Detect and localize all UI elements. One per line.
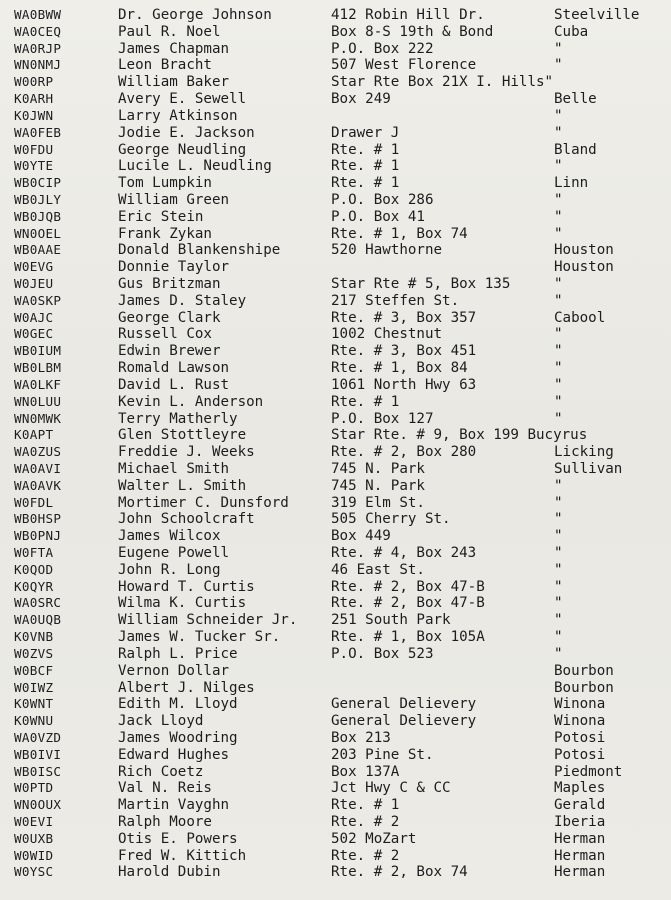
member-name: Donnie Taylor: [118, 259, 230, 276]
town-name: Bourbon: [554, 679, 614, 696]
town-name: Maples: [554, 780, 606, 797]
town-name: ": [554, 292, 563, 309]
street-address: Rte. # 4, Box 243: [331, 545, 477, 561]
street-address: P.O. Box 127: [331, 410, 434, 427]
call-sign: WB0LBM: [14, 360, 62, 376]
town-name: Iberia: [554, 814, 606, 830]
street-address: Rte. # 2: [331, 814, 400, 830]
roster-row: [0, 814, 671, 831]
roster-row: [0, 579, 671, 596]
member-name: Edward Hughes: [118, 746, 230, 763]
roster-row: [0, 545, 671, 562]
member-name: Russell Cox: [118, 326, 212, 343]
member-name: Val N. Reis: [118, 780, 212, 797]
call-sign: W0JEU: [14, 276, 54, 291]
town-name: ": [554, 107, 563, 124]
call-sign: W0FDU: [14, 141, 54, 157]
roster-row: [0, 91, 671, 108]
roster-row: [0, 242, 671, 259]
member-name: John R. Long: [118, 561, 221, 578]
street-address: General Delievery: [331, 713, 477, 730]
street-address: Rte. # 1, Box 105A: [331, 629, 485, 646]
member-name: Tom Lumpkin: [118, 175, 212, 192]
town-name: ": [554, 191, 563, 208]
call-sign: W0FDL: [14, 494, 54, 510]
call-sign: WN0OEL: [14, 225, 62, 241]
call-sign: W00RP: [14, 74, 54, 90]
town-name: Herman: [554, 830, 606, 847]
member-name: David L. Rust: [118, 376, 230, 393]
roster-list: [0, 7, 671, 881]
member-name: Michael Smith: [118, 460, 230, 477]
member-name: Gus Britzman: [118, 276, 221, 292]
street-address: Drawer J: [331, 124, 400, 141]
member-name: Donald Blankenshipe: [118, 242, 281, 259]
member-name: Leon Bracht: [118, 57, 212, 74]
member-name: Edith M. Lloyd: [118, 696, 238, 713]
town-name: Belle: [554, 91, 597, 108]
town-name: ": [554, 561, 563, 578]
town-name: ": [554, 225, 563, 242]
call-sign: WB0IVI: [14, 746, 62, 762]
call-sign: W0GEC: [14, 326, 54, 342]
call-sign: W0BCF: [14, 662, 54, 678]
street-address: P.O. Box 41: [331, 208, 425, 225]
town-name: Houston: [554, 259, 614, 276]
roster-row: [0, 663, 671, 680]
member-name: Kevin L. Anderson: [118, 393, 264, 410]
member-name: James D. Staley: [118, 292, 247, 309]
call-sign: W0PTD: [14, 780, 54, 796]
call-sign: K0QYR: [14, 578, 54, 594]
roster-row: [0, 831, 671, 848]
call-sign: K0ARH: [14, 91, 54, 107]
roster-row: [0, 629, 671, 646]
call-sign: WA0VZD: [14, 729, 62, 745]
roster-row: [0, 192, 671, 209]
member-name: Jack Lloyd: [118, 713, 204, 730]
member-name: Dr. George Johnson: [118, 7, 272, 23]
roster-row: [0, 293, 671, 310]
street-address: Box 449: [331, 528, 391, 545]
call-sign: WA0LKF: [14, 376, 62, 392]
town-name: ": [554, 629, 563, 646]
town-name: Winona: [554, 696, 606, 713]
call-sign: WA0RJP: [14, 40, 62, 56]
call-sign: W0FTA: [14, 545, 54, 560]
town-name: ": [554, 645, 563, 662]
member-name: Jodie E. Jackson: [118, 124, 255, 141]
roster-row: [0, 259, 671, 276]
street-address: Rte. # 3, Box 451: [331, 343, 477, 360]
street-address: Box 8-S 19th & Bond: [331, 23, 494, 40]
roster-row: [0, 864, 671, 881]
street-address: Box 249: [331, 91, 391, 108]
call-sign: WN0NMJ: [14, 57, 62, 73]
town-name: Bourbon: [554, 662, 614, 679]
street-address: Rte. # 1: [331, 158, 400, 175]
roster-row: [0, 528, 671, 545]
member-name: William Schneider Jr.: [118, 612, 298, 629]
member-name: James Wilcox: [118, 528, 221, 545]
street-address: Rte. # 2, Box 47-B: [331, 578, 485, 595]
call-sign: WA0SKP: [14, 292, 62, 308]
call-sign: K0JWN: [14, 107, 54, 123]
member-name: James W. Tucker Sr.: [118, 629, 281, 646]
street-address: General Delievery: [331, 696, 477, 713]
roster-row: [0, 713, 671, 730]
member-name: Avery E. Sewell: [118, 91, 247, 108]
town-name: Potosi: [554, 746, 606, 763]
roster-row: [0, 125, 671, 142]
town-name: ": [554, 578, 563, 595]
call-sign: WB0HSP: [14, 511, 62, 527]
town-name: Houston: [554, 242, 614, 259]
member-name: William Green: [118, 191, 230, 208]
roster-row: [0, 848, 671, 865]
call-sign: K0APT: [14, 427, 54, 443]
town-name: Potosi: [554, 729, 606, 746]
street-address: Rte. # 2, Box 280: [331, 444, 477, 461]
call-sign: W0AJC: [14, 309, 54, 325]
street-address: 203 Pine St.: [331, 746, 434, 763]
town-name: ": [554, 158, 563, 175]
street-address: 1061 North Hwy 63: [331, 376, 477, 393]
member-name: Mortimer C. Dunsford: [118, 494, 289, 511]
call-sign: W0EVG: [14, 259, 54, 275]
town-name: Herman: [554, 864, 606, 881]
call-sign: WB0JLY: [14, 191, 62, 207]
roster-row: [0, 209, 671, 226]
member-name: Ralph L. Price: [118, 645, 238, 662]
street-address: Rte. # 1: [331, 141, 400, 158]
street-address: Box 137A: [331, 763, 400, 780]
town-name: Piedmont: [554, 763, 623, 780]
town-name: ": [554, 326, 563, 343]
town-name: ": [554, 494, 563, 511]
roster-row: [0, 158, 671, 175]
street-address: 745 N. Park: [331, 460, 425, 477]
member-name: Otis E. Powers: [118, 830, 238, 847]
street-address: P.O. Box 222: [331, 40, 434, 57]
town-name: ": [554, 57, 563, 74]
member-name: Fred W. Kittich: [118, 847, 247, 864]
town-name: ": [554, 124, 563, 141]
town-name: ": [554, 410, 563, 427]
call-sign: WB0PNJ: [14, 528, 62, 544]
member-name: Larry Atkinson: [118, 107, 238, 124]
roster-row: [0, 612, 671, 629]
member-name: Eric Stein: [118, 208, 204, 225]
street-address: Rte. # 1: [331, 797, 400, 814]
roster-row: [0, 74, 671, 91]
call-sign: WA0BWW: [14, 7, 62, 22]
call-sign: WA0AVI: [14, 460, 62, 476]
call-sign: W0UXB: [14, 830, 54, 846]
member-name: Ralph Moore: [118, 814, 212, 830]
member-name: Walter L. Smith: [118, 477, 247, 494]
call-sign: WB0JQB: [14, 208, 62, 224]
street-address: 502 MoZart: [331, 830, 417, 847]
roster-row: [0, 226, 671, 243]
town-name: ": [554, 545, 563, 561]
member-name: George Clark: [118, 309, 221, 326]
call-sign: WA0UQB: [14, 612, 62, 628]
roster-row: [0, 360, 671, 377]
member-name: Eugene Powell: [118, 545, 230, 561]
street-address: P.O. Box 286: [331, 191, 434, 208]
roster-row: [0, 444, 671, 461]
roster-row: [0, 747, 671, 764]
street-address: 319 Elm St.: [331, 494, 425, 511]
member-name: George Neudling: [118, 141, 247, 158]
call-sign: K0QOD: [14, 561, 54, 577]
town-name: Licking: [554, 444, 614, 461]
roster-row: [0, 427, 671, 444]
roster-row: [0, 326, 671, 343]
roster-row: [0, 377, 671, 394]
street-address: 505 Cherry St.: [331, 511, 451, 528]
town-name: ": [554, 360, 563, 377]
town-name: ": [554, 511, 563, 528]
call-sign: W0WID: [14, 847, 54, 863]
member-name: James Chapman: [118, 40, 230, 57]
roster-row: [0, 41, 671, 58]
roster-row: [0, 595, 671, 612]
town-name: Linn: [554, 175, 589, 192]
roster-row: [0, 142, 671, 159]
member-name: Rich Coetz: [118, 763, 204, 780]
call-sign: WN0OUX: [14, 797, 62, 813]
call-sign: K0VNB: [14, 629, 54, 645]
member-name: Glen Stottleyre: [118, 427, 247, 444]
town-name: ": [554, 376, 563, 393]
call-sign: WN0LUU: [14, 393, 62, 409]
street-address: Jct Hwy C & CC: [331, 780, 451, 797]
roster-row: [0, 680, 671, 697]
call-sign: K0WNT: [14, 696, 54, 712]
street-address: Rte. # 1: [331, 393, 400, 410]
roster-row: [0, 343, 671, 360]
roster-row: [0, 780, 671, 797]
street-address: 412 Robin Hill Dr.: [331, 7, 485, 23]
street-address: 217 Steffen St.: [331, 292, 460, 309]
town-name: ": [554, 343, 563, 360]
call-sign: WB0IUM: [14, 343, 62, 359]
member-name: Terry Matherly: [118, 410, 238, 427]
call-sign: W0YTE: [14, 158, 54, 174]
roster-row: [0, 310, 671, 327]
street-address: 1002 Chestnut: [331, 326, 443, 343]
street-address: Star Rte Box 21X I. Hills": [331, 74, 554, 91]
member-name: Albert J. Nilges: [118, 679, 255, 696]
street-address: 251 South Park: [331, 612, 451, 629]
street-address: Star Rte. # 9, Box 199 Bucyrus: [331, 427, 588, 444]
call-sign: WA0SRC: [14, 595, 62, 611]
call-sign: K0WNU: [14, 713, 54, 729]
town-name: ": [554, 595, 563, 612]
town-name: Winona: [554, 713, 606, 730]
street-address: Rte. # 1, Box 84: [331, 360, 468, 377]
roster-row: [0, 696, 671, 713]
roster-row: [0, 764, 671, 781]
call-sign: W0IWZ: [14, 679, 54, 695]
member-name: Martin Vayghn: [118, 797, 230, 814]
roster-row: [0, 646, 671, 663]
town-name: Sullivan: [554, 460, 623, 477]
member-name: Freddie J. Weeks: [118, 444, 255, 461]
member-name: Edwin Brewer: [118, 343, 221, 360]
member-name: Lucile L. Neudling: [118, 158, 272, 175]
call-sign: WA0AVK: [14, 477, 62, 493]
roster-row: [0, 175, 671, 192]
town-name: Cabool: [554, 309, 606, 326]
call-sign: WN0MWK: [14, 410, 62, 426]
member-name: Wilma K. Curtis: [118, 595, 247, 612]
call-sign: WB0AAE: [14, 242, 62, 258]
roster-row: [0, 7, 671, 24]
roster-row: [0, 730, 671, 747]
call-sign: WB0CIP: [14, 175, 62, 191]
member-name: Paul R. Noel: [118, 23, 221, 40]
call-sign: WA0FEB: [14, 124, 62, 140]
roster-row: [0, 411, 671, 428]
member-name: Howard T. Curtis: [118, 578, 255, 595]
town-name: Gerald: [554, 797, 606, 814]
call-sign: WA0ZUS: [14, 444, 62, 460]
member-name: Harold Dubin: [118, 864, 221, 881]
member-name: Vernon Dollar: [118, 662, 230, 679]
street-address: Rte. # 2, Box 47-B: [331, 595, 485, 612]
call-sign: WB0ISC: [14, 763, 62, 779]
town-name: Bland: [554, 141, 597, 158]
roster-row: [0, 511, 671, 528]
town-name: ": [554, 40, 563, 57]
call-sign: W0EVI: [14, 814, 54, 829]
roster-row: [0, 276, 671, 293]
town-name: ": [554, 393, 563, 410]
member-name: John Schoolcraft: [118, 511, 255, 528]
roster-row: [0, 108, 671, 125]
member-name: James Woodring: [118, 729, 238, 746]
roster-row: [0, 495, 671, 512]
street-address: 46 East St.: [331, 561, 425, 578]
roster-row: [0, 24, 671, 41]
street-address: 520 Hawthorne: [331, 242, 443, 259]
street-address: Rte. # 1, Box 74: [331, 225, 468, 242]
street-address: Rte. # 3, Box 357: [331, 309, 477, 326]
street-address: Rte. # 2: [331, 847, 400, 864]
roster-row: [0, 797, 671, 814]
roster-row: [0, 394, 671, 411]
town-name: ": [554, 276, 563, 292]
town-name: ": [554, 612, 563, 629]
town-name: ": [554, 477, 563, 494]
street-address: Star Rte # 5, Box 135: [331, 276, 511, 292]
street-address: Rte. # 2, Box 74: [331, 864, 468, 881]
member-name: William Baker: [118, 74, 230, 91]
call-sign: W0YSC: [14, 864, 54, 880]
street-address: P.O. Box 523: [331, 645, 434, 662]
town-name: Cuba: [554, 23, 589, 40]
roster-row: [0, 562, 671, 579]
street-address: 745 N. Park: [331, 477, 425, 494]
call-sign: WA0CEQ: [14, 23, 62, 39]
roster-row: [0, 478, 671, 495]
town-name: Steelville: [554, 7, 640, 23]
roster-row: [0, 57, 671, 74]
street-address: Rte. # 1: [331, 175, 400, 192]
town-name: ": [554, 528, 563, 545]
member-name: Frank Zykan: [118, 225, 212, 242]
town-name: ": [554, 208, 563, 225]
call-sign: W0ZVS: [14, 645, 54, 661]
town-name: Herman: [554, 847, 606, 864]
member-name: Romald Lawson: [118, 360, 230, 377]
street-address: 507 West Florence: [331, 57, 477, 74]
street-address: Box 213: [331, 729, 391, 746]
roster-row: [0, 461, 671, 478]
